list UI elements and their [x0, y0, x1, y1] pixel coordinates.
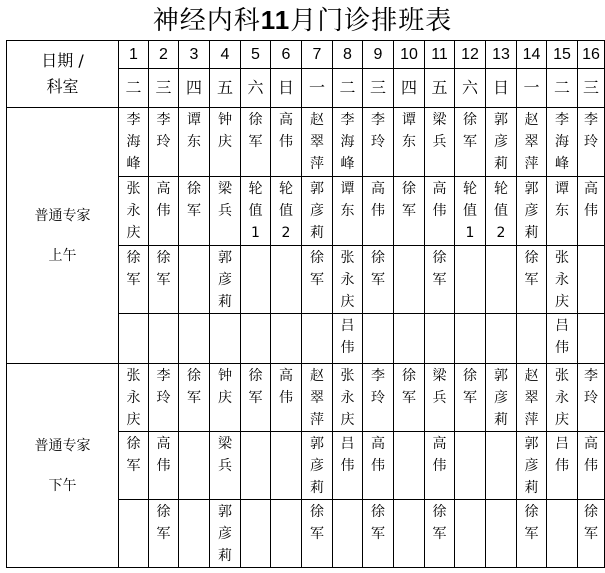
day-number: 10	[394, 41, 425, 69]
doctor-cell	[425, 500, 455, 568]
doctor-name: 李玲	[584, 112, 598, 150]
weekday: 一	[302, 69, 333, 108]
weekday: 三	[363, 69, 394, 108]
doctor-cell	[302, 246, 333, 314]
doctor-cell	[149, 432, 179, 500]
doctor-name: 徐军	[402, 181, 416, 219]
doctor-name: 徐军	[584, 504, 598, 542]
section-label-type: 普通专家	[34, 437, 91, 454]
doctor-name: 赵翠萍	[310, 112, 324, 172]
doctor-cell	[363, 314, 394, 364]
page-title	[0, 0, 605, 40]
doctor-cell	[363, 432, 394, 500]
schedule-table	[6, 40, 605, 568]
weekday: 四	[394, 69, 425, 108]
weekday: 四	[179, 69, 210, 108]
doctor-name: 谭东	[340, 181, 355, 219]
doctor-cell	[578, 500, 605, 568]
day-number: 15	[547, 41, 578, 69]
doctor-name: 高伟	[371, 436, 385, 474]
doctor-cell	[119, 500, 149, 568]
weekday: 二	[333, 69, 363, 108]
doctor-name: 徐军	[524, 250, 539, 288]
doctor-cell	[179, 432, 210, 500]
doctor-cell	[149, 108, 179, 177]
weekday: 二	[119, 69, 149, 108]
date-label: 日期 /	[41, 51, 84, 70]
doctor-cell	[578, 364, 605, 432]
doctor-cell	[271, 108, 302, 177]
doctor-name: 徐军	[463, 112, 477, 150]
doctor-cell	[302, 177, 333, 246]
title-part-1: 神经内科	[152, 6, 261, 36]
section-label	[7, 108, 119, 364]
doctor-cell	[210, 500, 241, 568]
doctor-name: 谭东	[402, 112, 416, 150]
doctor-name: 郭彦莉	[494, 112, 508, 172]
doctor-cell	[119, 246, 149, 314]
doctor-cell	[486, 246, 517, 314]
doctor-cell	[486, 314, 517, 364]
doctor-cell	[486, 432, 517, 500]
doctor-cell	[547, 108, 578, 177]
weekday: 日	[271, 69, 302, 108]
doctor-name: 郭彦莉	[310, 436, 324, 496]
doctor-cell	[455, 364, 486, 432]
doctor-cell	[302, 432, 333, 500]
doctor-cell	[210, 108, 241, 177]
doctor-cell	[425, 246, 455, 314]
doctor-cell	[179, 246, 210, 314]
doctor-cell	[179, 108, 210, 177]
doctor-cell	[363, 108, 394, 177]
doctor-cell	[179, 177, 210, 246]
doctor-cell	[333, 108, 363, 177]
day-number: 7	[302, 41, 333, 69]
doctor-name: 高伟	[156, 181, 171, 219]
day-number: 2	[149, 41, 179, 69]
doctor-cell	[119, 314, 149, 364]
doctor-name: 轮值1	[248, 181, 263, 241]
doctor-name: 轮值1	[463, 181, 477, 241]
doctor-cell	[302, 364, 333, 432]
doctor-name: 李玲	[371, 112, 385, 150]
doctor-cell	[271, 314, 302, 364]
doctor-name: 赵翠萍	[524, 368, 539, 428]
doctor-name: 高伟	[432, 436, 447, 474]
doctor-name: 高伟	[371, 181, 385, 219]
weekday: 六	[455, 69, 486, 108]
doctor-cell	[425, 177, 455, 246]
doctor-cell	[394, 500, 425, 568]
doctor-cell	[179, 364, 210, 432]
section-label-period: 上午	[48, 247, 77, 264]
doctor-name: 徐军	[126, 250, 141, 288]
doctor-name: 梁兵	[218, 436, 232, 474]
doctor-cell	[578, 246, 605, 314]
doctor-name: 张永庆	[555, 250, 569, 310]
doctor-cell	[241, 177, 271, 246]
doctor-cell	[425, 364, 455, 432]
doctor-cell	[425, 432, 455, 500]
day-number: 8	[333, 41, 363, 69]
doctor-cell	[517, 246, 547, 314]
doctor-cell	[455, 314, 486, 364]
schedule-body	[7, 41, 605, 568]
doctor-name: 徐军	[187, 181, 201, 219]
doctor-cell	[119, 177, 149, 246]
doctor-name: 李海峰	[555, 112, 569, 172]
doctor-cell	[241, 108, 271, 177]
doctor-cell	[394, 432, 425, 500]
doctor-cell	[210, 432, 241, 500]
doctor-cell	[455, 108, 486, 177]
day-number: 16	[578, 41, 605, 69]
doctor-cell	[363, 500, 394, 568]
schedule-row	[7, 108, 605, 177]
weekday: 一	[517, 69, 547, 108]
doctor-cell	[210, 364, 241, 432]
doctor-cell	[517, 500, 547, 568]
doctor-cell	[149, 314, 179, 364]
doctor-name: 梁兵	[218, 181, 232, 219]
doctor-cell	[179, 500, 210, 568]
doctor-cell	[333, 246, 363, 314]
doctor-name: 张永庆	[340, 368, 355, 428]
doctor-name: 吕伟	[555, 436, 569, 474]
doctor-name: 赵翠萍	[524, 112, 539, 172]
doctor-cell	[363, 177, 394, 246]
doctor-name: 徐军	[310, 250, 324, 288]
doctor-cell	[333, 314, 363, 364]
doctor-cell	[271, 432, 302, 500]
doctor-cell	[394, 314, 425, 364]
doctor-cell	[455, 177, 486, 246]
doctor-name: 梁兵	[432, 368, 447, 406]
weekday: 五	[210, 69, 241, 108]
doctor-name: 轮值2	[494, 181, 508, 241]
doctor-name: 徐军	[371, 250, 385, 288]
doctor-cell	[333, 500, 363, 568]
doctor-name: 张永庆	[340, 250, 355, 310]
doctor-name: 徐军	[310, 504, 324, 542]
doctor-cell	[271, 177, 302, 246]
doctor-name: 徐军	[432, 504, 447, 542]
weekday: 六	[241, 69, 271, 108]
doctor-cell	[179, 314, 210, 364]
doctor-name: 钟庆	[218, 368, 232, 406]
doctor-cell	[517, 177, 547, 246]
doctor-name: 郭彦莉	[524, 181, 539, 241]
doctor-name: 徐军	[432, 250, 447, 288]
doctor-cell	[517, 364, 547, 432]
doctor-cell	[302, 314, 333, 364]
doctor-cell	[241, 246, 271, 314]
day-number: 13	[486, 41, 517, 69]
section-label-type: 普通专家	[34, 207, 91, 224]
doctor-cell	[547, 314, 578, 364]
day-number-row	[7, 41, 605, 69]
day-number: 3	[179, 41, 210, 69]
day-number: 6	[271, 41, 302, 69]
doctor-cell	[578, 177, 605, 246]
doctor-name: 吕伟	[340, 436, 355, 474]
doctor-name: 钟庆	[218, 112, 232, 150]
doctor-name: 郭彦莉	[524, 436, 539, 496]
header-corner	[7, 41, 119, 108]
doctor-name: 徐军	[371, 504, 385, 542]
doctor-cell	[241, 432, 271, 500]
doctor-name: 郭彦莉	[218, 504, 232, 564]
doctor-name: 李海峰	[126, 112, 141, 172]
day-number: 11	[425, 41, 455, 69]
title-month-number: 11	[260, 5, 291, 35]
doctor-name: 张永庆	[555, 368, 569, 428]
doctor-name: 张永庆	[126, 181, 141, 241]
doctor-cell	[363, 364, 394, 432]
doctor-name: 赵翠萍	[310, 368, 324, 428]
doctor-cell	[210, 246, 241, 314]
day-number: 14	[517, 41, 547, 69]
doctor-cell	[486, 177, 517, 246]
doctor-cell	[425, 314, 455, 364]
doctor-name: 徐军	[156, 504, 171, 542]
doctor-cell	[394, 177, 425, 246]
doctor-name: 徐军	[156, 250, 171, 288]
doctor-name: 谭东	[555, 181, 569, 219]
doctor-cell	[578, 108, 605, 177]
doctor-name: 高伟	[279, 112, 293, 150]
weekday: 三	[578, 69, 605, 108]
doctor-cell	[547, 432, 578, 500]
doctor-cell	[363, 246, 394, 314]
doctor-cell	[578, 314, 605, 364]
schedule-row	[7, 364, 605, 432]
doctor-cell	[271, 364, 302, 432]
dept-label: 科室	[46, 77, 79, 96]
doctor-cell	[333, 432, 363, 500]
doctor-cell	[302, 108, 333, 177]
doctor-name: 高伟	[156, 436, 171, 474]
doctor-name: 郭彦莉	[218, 250, 232, 310]
doctor-cell	[210, 314, 241, 364]
doctor-name: 徐军	[187, 368, 201, 406]
doctor-cell	[394, 246, 425, 314]
doctor-cell	[547, 364, 578, 432]
doctor-cell	[425, 108, 455, 177]
doctor-name: 吕伟	[555, 318, 569, 356]
doctor-name: 徐军	[248, 112, 263, 150]
doctor-cell	[394, 108, 425, 177]
doctor-cell	[486, 364, 517, 432]
doctor-cell	[455, 500, 486, 568]
doctor-cell	[547, 246, 578, 314]
section-label	[7, 364, 119, 568]
weekday: 三	[149, 69, 179, 108]
doctor-name: 梁兵	[432, 112, 447, 150]
doctor-name: 徐军	[524, 504, 539, 542]
doctor-cell	[149, 177, 179, 246]
doctor-cell	[149, 246, 179, 314]
doctor-name: 徐军	[248, 368, 263, 406]
doctor-name: 高伟	[584, 436, 598, 474]
doctor-name: 高伟	[584, 181, 598, 219]
doctor-cell	[119, 108, 149, 177]
doctor-cell	[333, 177, 363, 246]
day-number: 12	[455, 41, 486, 69]
doctor-name: 轮值2	[279, 181, 293, 241]
doctor-name: 李海峰	[340, 112, 355, 172]
doctor-name: 李玲	[371, 368, 385, 406]
doctor-cell	[333, 364, 363, 432]
doctor-name: 谭东	[187, 112, 201, 150]
weekday: 日	[486, 69, 517, 108]
day-number: 9	[363, 41, 394, 69]
doctor-cell	[119, 432, 149, 500]
doctor-cell	[486, 500, 517, 568]
doctor-name: 徐军	[126, 436, 141, 474]
title-part-2: 月门诊排班表	[290, 6, 453, 36]
doctor-cell	[547, 500, 578, 568]
doctor-cell	[241, 500, 271, 568]
section-label-period: 下午	[48, 477, 77, 494]
doctor-cell	[486, 108, 517, 177]
doctor-cell	[517, 314, 547, 364]
doctor-name: 李玲	[156, 112, 171, 150]
doctor-name: 张永庆	[126, 368, 141, 428]
doctor-cell	[271, 246, 302, 314]
doctor-cell	[241, 314, 271, 364]
day-number: 4	[210, 41, 241, 69]
doctor-cell	[455, 432, 486, 500]
doctor-cell	[241, 364, 271, 432]
doctor-cell	[455, 246, 486, 314]
day-number: 5	[241, 41, 271, 69]
doctor-cell	[271, 500, 302, 568]
doctor-cell	[517, 108, 547, 177]
doctor-name: 郭彦莉	[494, 368, 508, 428]
doctor-cell	[119, 364, 149, 432]
doctor-cell	[517, 432, 547, 500]
doctor-name: 郭彦莉	[310, 181, 324, 241]
doctor-name: 高伟	[432, 181, 447, 219]
doctor-name: 高伟	[279, 368, 293, 406]
doctor-cell	[394, 364, 425, 432]
doctor-cell	[578, 432, 605, 500]
doctor-cell	[149, 364, 179, 432]
doctor-name: 徐军	[402, 368, 416, 406]
doctor-name: 徐军	[463, 368, 477, 406]
doctor-name: 李玲	[156, 368, 171, 406]
doctor-name: 吕伟	[340, 318, 355, 356]
weekday: 二	[547, 69, 578, 108]
doctor-name: 李玲	[584, 368, 598, 406]
day-number: 1	[119, 41, 149, 69]
doctor-cell	[149, 500, 179, 568]
doctor-cell	[302, 500, 333, 568]
doctor-cell	[210, 177, 241, 246]
weekday: 五	[425, 69, 455, 108]
doctor-cell	[547, 177, 578, 246]
